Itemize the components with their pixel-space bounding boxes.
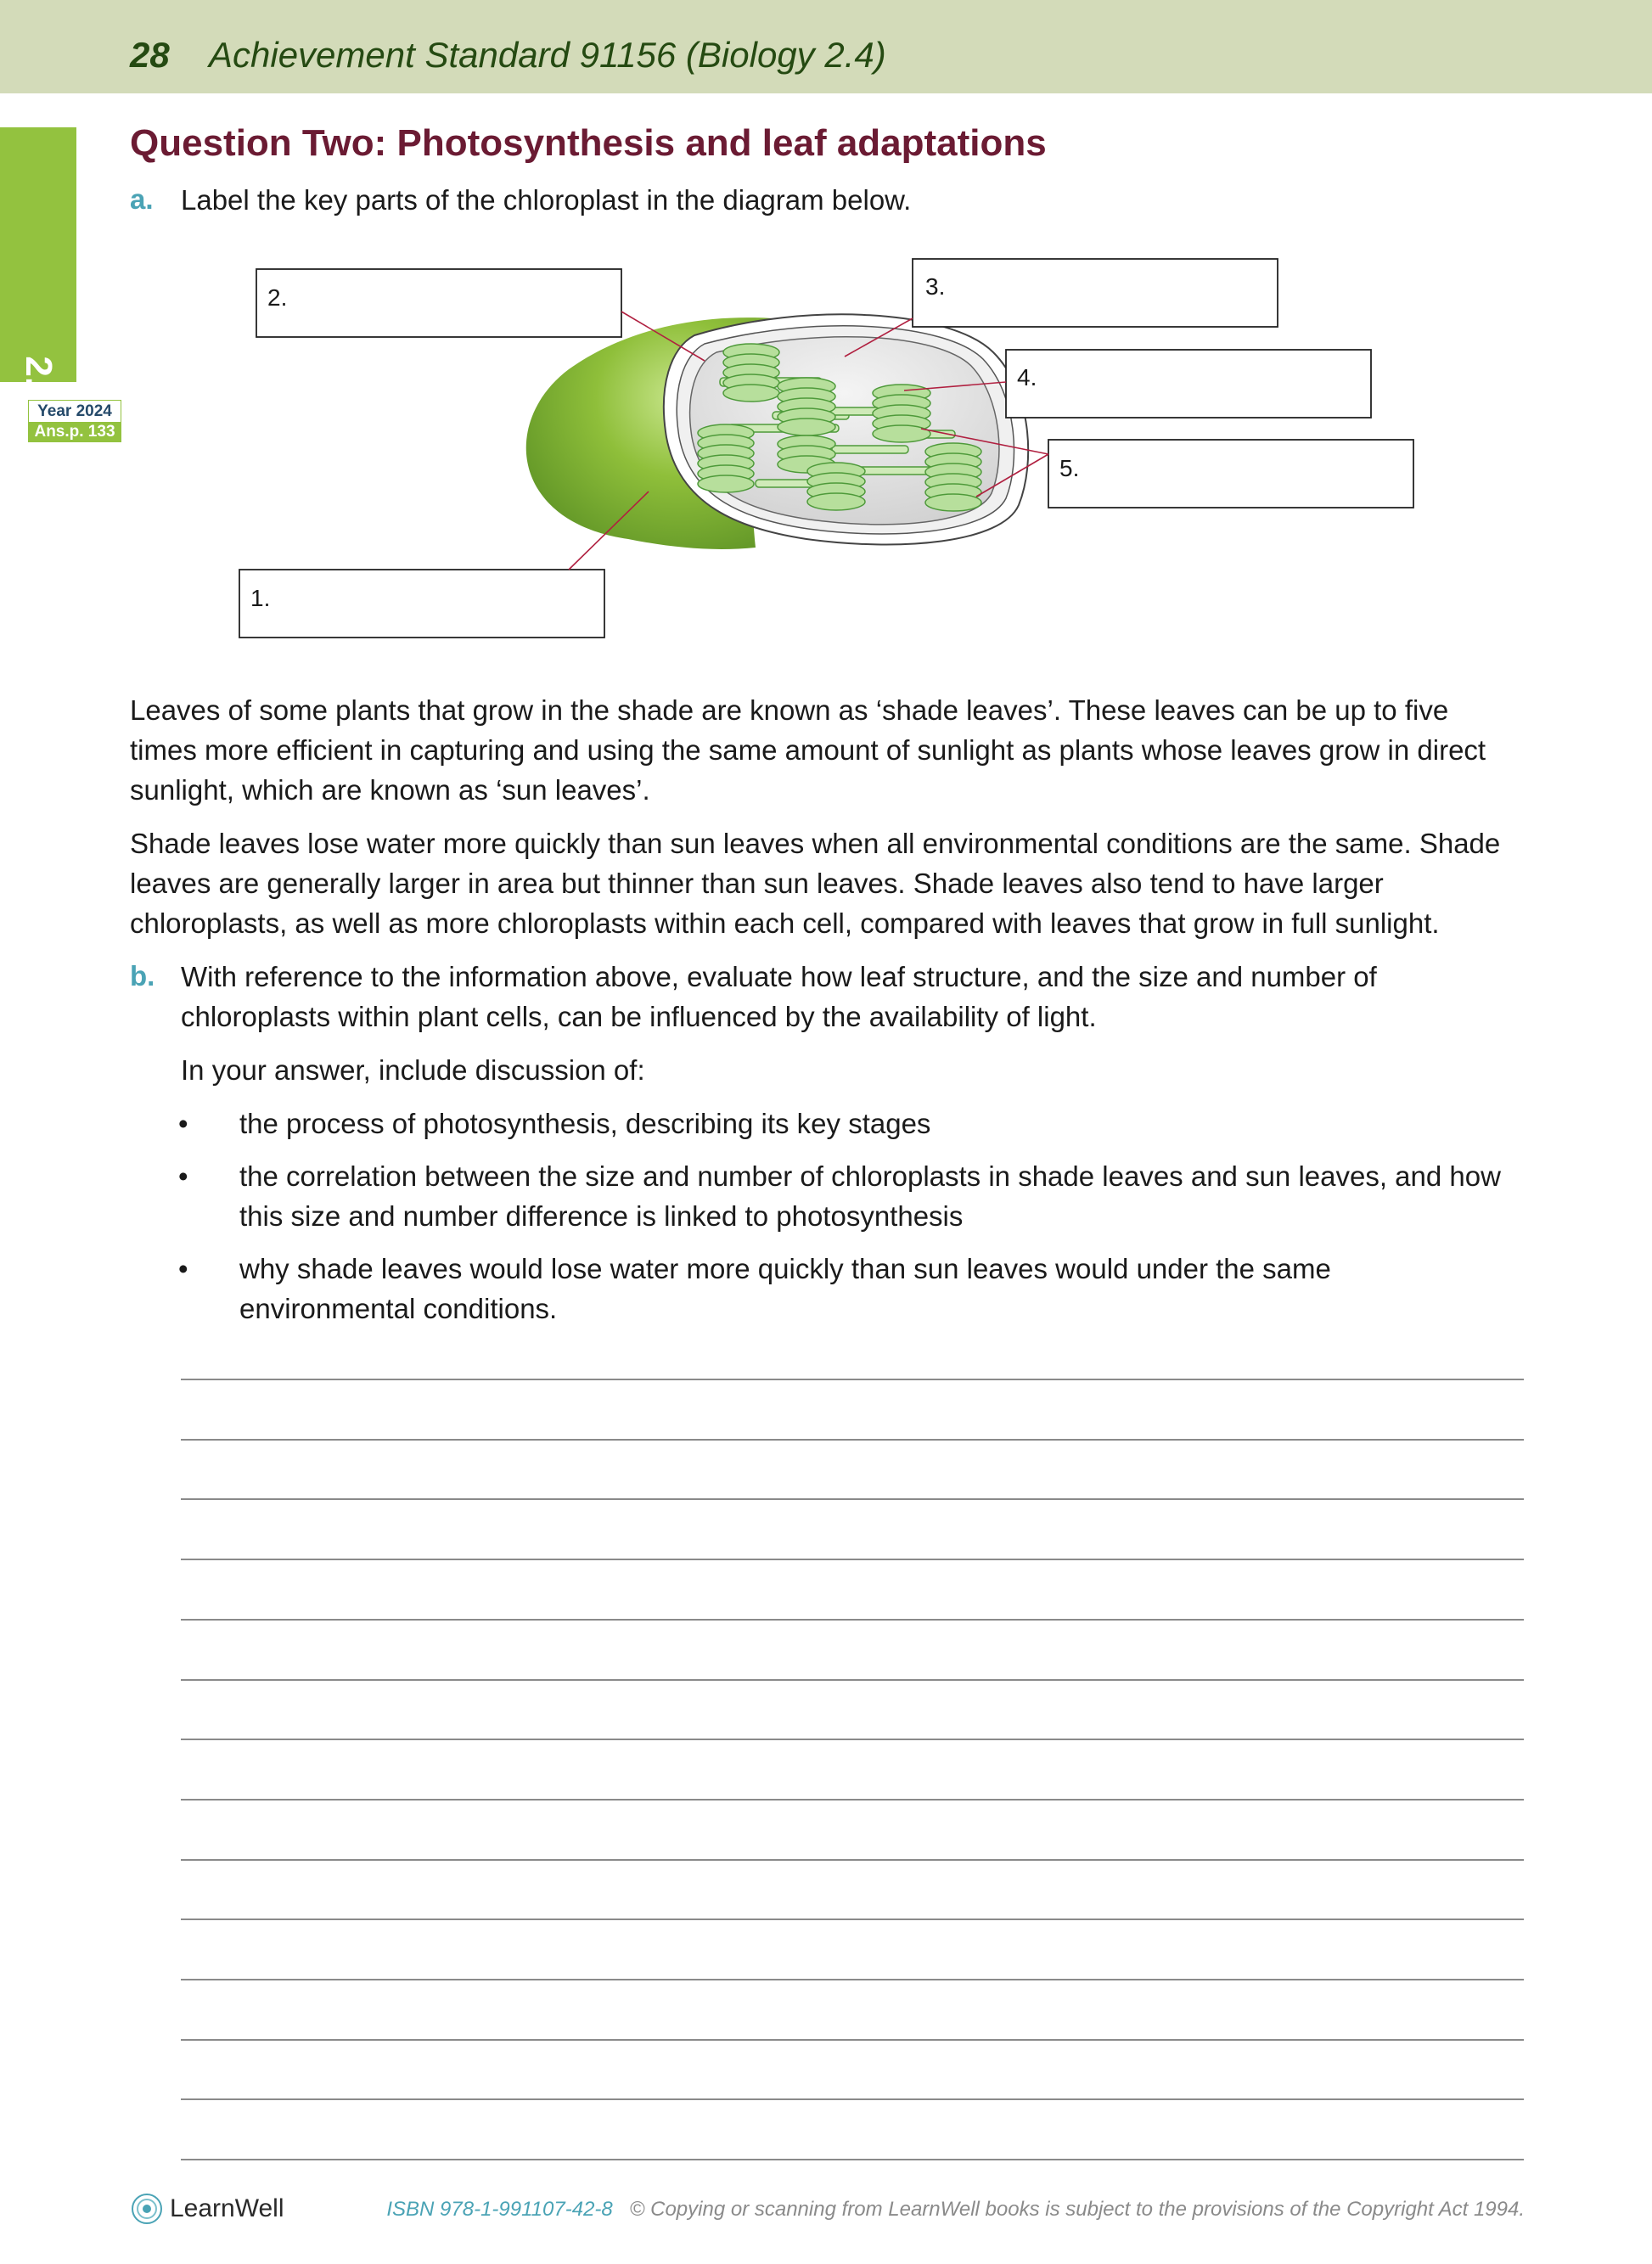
answer-line[interactable] — [181, 1619, 1524, 1621]
answer-page-ref: Ans.p. 133 — [29, 422, 121, 442]
label-number-3: 3. — [925, 273, 946, 300]
year-badge — [28, 400, 121, 442]
answer-line[interactable] — [181, 1559, 1524, 1560]
label-number-4: 4. — [1017, 364, 1037, 390]
footer-isbn: ISBN 978-1-991107-42-8 — [386, 2198, 613, 2221]
bullet-item-2: the correlation between the size and number of chloroplasts in shade leaves and sun leaves, and how this size and number difference is linked to photosynthesis — [239, 1160, 1501, 1232]
answer-line[interactable] — [181, 1498, 1524, 1500]
chloroplast-diagram — [229, 250, 1435, 658]
answer-line[interactable] — [181, 1979, 1524, 1980]
label-number-2: 2. — [267, 284, 288, 311]
answer-line[interactable] — [181, 2159, 1524, 2160]
label-box-1 — [239, 570, 604, 638]
bullet-marker: • — [178, 1160, 188, 1192]
answer-line[interactable] — [181, 1919, 1524, 1920]
footer-copyright — [328, 2197, 1525, 2222]
label-box-3 — [913, 259, 1278, 327]
bullet-item-3: why shade leaves would lose water more quickly than sun leaves would under the same environmental conditions. — [239, 1253, 1331, 1324]
answer-line[interactable] — [181, 1739, 1524, 1740]
info-paragraph-2: Shade leaves lose water more quickly than sun leaves when all environmental conditions are the same. Shade leaves are generally larger in area but thinner than sun leaves. Shade leaves also tend to have larger chloroplasts, as well as more chloroplasts within each cell, compared with leaves that grow in full sunlight. — [130, 828, 1501, 939]
label-number-1: 1. — [250, 585, 271, 611]
learnwell-logo-icon — [130, 2192, 164, 2226]
label-box-4 — [1006, 350, 1371, 418]
footer-brand: LearnWell — [170, 2194, 284, 2222]
label-number-5: 5. — [1059, 455, 1080, 481]
answer-line[interactable] — [181, 1439, 1524, 1441]
bullet-marker: • — [178, 1108, 188, 1139]
label-box-5 — [1048, 440, 1413, 508]
answer-line[interactable] — [181, 2098, 1524, 2100]
standard-title: Achievement Standard 91156 (Biology 2.4) — [209, 35, 886, 75]
question-heading: Question Two: Photosynthesis and leaf adaptations — [130, 122, 1047, 164]
answer-line[interactable] — [181, 1799, 1524, 1801]
part-a-text: Label the key parts of the chloroplast in the diagram below. — [181, 184, 912, 216]
answer-line[interactable] — [181, 1379, 1524, 1380]
answer-line[interactable] — [181, 1859, 1524, 1861]
footer-copyright-notice: © Copying or scanning from LearnWell books is subject to the provisions of the Copyright Act 1994. — [629, 2198, 1525, 2221]
year-badge-label: Year 2024 — [37, 402, 112, 420]
part-b-text: With reference to the information above, evaluate how leaf structure, and the size and number of chloroplasts within plant cells, can be influenced by the availability of light. — [181, 961, 1377, 1032]
bullet-marker: • — [178, 1253, 188, 1284]
info-paragraph-1: Leaves of some plants that grow in the shade are known as ‘shade leaves’. These leaves can be up to five times more efficient in capturing and using the same amount of sunlight as plants whose leaves grow in direct sunlight, which are known as ‘sun leaves’. — [130, 694, 1486, 806]
answer-line[interactable] — [181, 1679, 1524, 1681]
page-number: 28 — [130, 35, 170, 75]
answer-line[interactable] — [181, 2039, 1524, 2041]
section-tab — [0, 127, 76, 408]
section-tab-label: 2.4 — [18, 356, 59, 408]
part-b-intro: In your answer, include discussion of: — [181, 1054, 645, 1086]
part-a-letter: a. — [130, 183, 154, 215]
bullet-item-1: the process of photosynthesis, describing its key stages — [239, 1108, 931, 1139]
label-box-2 — [256, 269, 621, 337]
part-b-letter: b. — [130, 960, 155, 992]
